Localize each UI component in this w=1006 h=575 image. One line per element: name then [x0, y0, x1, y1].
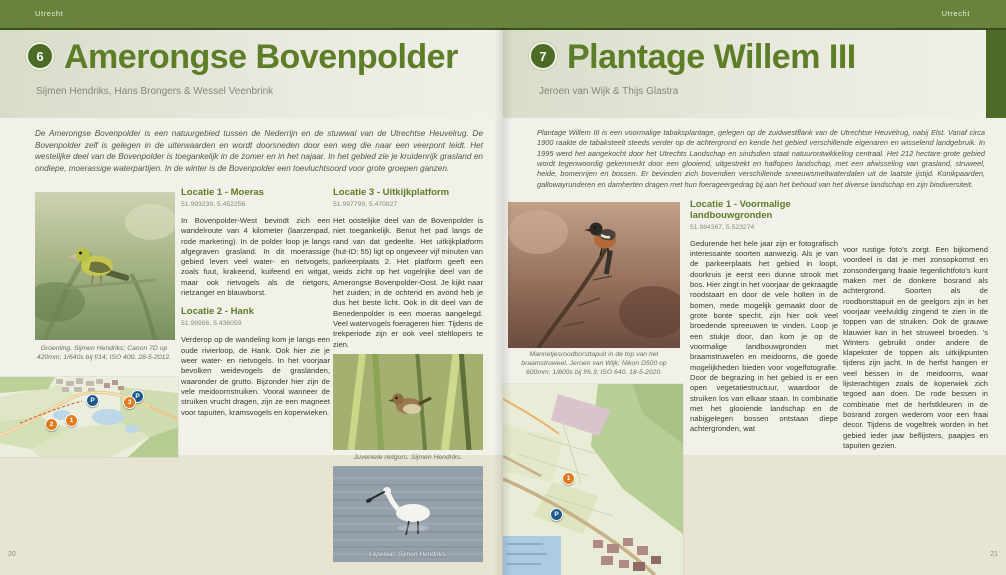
area-map-right: [503, 384, 683, 575]
location-body-continued: voor rustige foto's zorgt. Een bijkomend voordeel is dat je met zonsopkomst en zonsondergang fraaie tegenlichtfoto's kunt maken met de donkere bosrand als achtergrond. Soorten als de roodborsttapuit en de geelgors zijn in het voorjaar veelvuldig zingend te zien in de toppen van de struiken. Ook de grauwe klauwier kan in het struweel broeden. 's Winters gebruikt onder andere de klapekster de toppen als uitkijkpunten tijdens zijn jacht. In de herfst hangen er veel bessen in de meidoorns, waar lijsterachtigen zoals de koperwiek zich tegoed aan doen. De rode bessen in combinatie met de herfstkleuren in de bosrand zorgen wederom voor een fraai decor. Tijdens de vogeltrek worden in het gebied ieder jaar beflijsters, paapjes en tapuiten gezien.: [843, 245, 988, 450]
location-marker-3: 3: [123, 396, 136, 409]
parking-marker: P: [86, 394, 99, 407]
location-marker-1: 1: [562, 472, 575, 485]
photo-roodborsttapuit: [508, 202, 680, 348]
intro-paragraph-left: De Amerongse Bovenpolder is een natuurgebied tussen de Nederrijn en de stuwwal van de Utrechtse Heuvelrug. De Bovenpolder zelf is gelegen in de uiterwaarden en wordt doorsneden door een weg die naar een veerpont leidt. Het westelijke deel van de Bovenpolder is toegankelijk in de zomer en in het najaar. In het gebied zie je kruidenrijk grasland en ondiepe, moerassige waterpartijen. In de winter is de Bovenpolder een toevluchtsoord voor grote groepen ganzen.: [35, 129, 483, 173]
area-map-left: [0, 377, 178, 457]
caption-groenling: Groenling. Sijmen Hendriks; Canon 7D op 420mm; 1/640s bij f/14; ISO 400. 28-5-2012.: [36, 345, 172, 361]
province-label-left: Utrecht: [35, 9, 64, 18]
province-label-right: Utrecht: [941, 9, 970, 18]
title-band-left: [0, 30, 503, 118]
page-title-left: Amerongse Bovenpolder: [64, 38, 458, 76]
location-coordinates: 51.997799, 5.470827: [333, 200, 398, 208]
topo-map-right: [503, 384, 683, 575]
location-heading: Locatie 3 - Uitkijkplatform: [333, 188, 450, 198]
column-location-3: [333, 188, 483, 352]
location-body: In Bovenpolder-West bevindt zich een wandelroute van 4 kilometer (laarzenpad, rode markering). In de polder loop je langs afgegraven grasland. In dit moerassige gebied leven veel water- en rietvogels, zoals fuut, krakeend, kuifeend en witgat, maar ook rietvogels als de rietgors, rietzanger en blauwborst.: [181, 215, 330, 298]
location-body: Gedurende het hele jaar zijn er fotografisch interessante soorten aanwezig. Als je van de parkeerplaats het gebied in loopt, doorkruis je eerst een dunne strook met bos. Hier zingt in het voorjaar de gekraagde roodstaart en door de vele holten in de bomen, mede mogelijk gemaakt door de grote bonte specht, zijn hier ook veel broedende spreeuwen te vinden. Loop je een stukje door, dan kom je op de voormalige landbouwgronden met braamstruwelen en meidoorns, die goede mogelijkheden bieden voor vogelfotografie. Door de begrazing in het gebied is er een open vegetatiestructuur, waardoor de struiken los van elkaar staan. In combinatie met het glooiende landschap en de nabijgelegen bossen ontstaan diepe achtergronden, wat: [690, 238, 838, 434]
chapter-number: 7: [539, 48, 547, 64]
roodborsttapuit-illustration: [508, 202, 680, 348]
authors-left: Sijmen Hendriks, Hans Brongers & Wessel Veenbrink: [36, 86, 274, 97]
location-heading: Locatie 1 - Moeras: [181, 188, 264, 198]
caption-lepelaar-overlay: Lepelaar. Sijmen Hendriks.: [369, 551, 447, 558]
chapter-number: 6: [36, 48, 44, 64]
photo-rietgors: [333, 354, 483, 450]
parking-marker: P: [550, 508, 563, 521]
location-body: Verderop op de wandeling kom je langs een oude rivierloop, de Hank. Ook hier zie je weer water- en rietvogels. In het voorjaar bevolken weidevogels de graslanden, waaronder de grutto. Bijzonder hier zijn de vele meidoornstruiken. Vooral wanneer de struiken vrucht dragen, zijn ze een magneet voor tapuiten, kramsvogels en koperwieken.: [181, 335, 330, 417]
column-locations-1-2: [181, 188, 330, 454]
page-number-right: 21: [990, 551, 998, 558]
rietgors-illustration: [333, 354, 483, 450]
location-coordinates: 51.98986, 5.436059: [181, 320, 242, 328]
topo-map-left: [0, 377, 178, 457]
location-heading: Locatie 1 - Voormalige landbouwgronden: [690, 200, 791, 221]
location-marker-1: 1: [65, 414, 78, 427]
title-band-right: [503, 30, 1006, 118]
page-title-right: Plantage Willem III: [567, 38, 856, 76]
column-right-text-2: [843, 245, 988, 454]
caption-roodborsttapuit: Mannetjesroodborsttapuit in de top van het braamstruweel. Jeroen van Wijk; Nikon D500 op 600mm; 1/800s bij f/6.3; ISO 640. 18-5-2020.: [521, 351, 667, 376]
chapter-number-badge-left: [26, 42, 54, 70]
groenling-illustration: [35, 192, 175, 340]
location-body: Het oostelijke deel van de Bovenpolder is niet toegankelijk. Benut het pad langs de rand van dat gedeelte. Het uitkijkplatform (hut-ID: 55) ligt op ongeveer vijf minuten van parkeerplaats 2. Het platform geeft een weids zicht op het vogelrijke deel van de Amerongse Bovenpolder-Oost. Je kijkt naar het zuiden; in de ochtend en avond heb je dus het beste licht. Ook in dit deel van de Benedenpolder is een moeras aangelegd. Veel watervogels foerageren hier. Tijdens de trekperiode zijn er ook veel steltlopers te zien.: [333, 215, 483, 349]
intro-paragraph-right: Plantage Willem III is een voormalige tabaksplantage, gelegen op de zuidwestflank van de Utrechtse Heuvelrug, nabij Elst. Vanaf circa 1900 raakte de tabaksteelt steeds verder op de achtergrond en kende het gebied verschillende eigenaren en wisselend landgebruik. In 1995 werd het aangekocht door het Utrechts Landschap en sindsdien staat natuurontwikkeling centraal. Het 212 hectare grote gebied wordt tegenwoordig gekenmerkt door een glooiend, uitgestrekt en halfopen landschap, met een afwisseling van grasland, struweel, heide, bomenrijen en bossen. Er bevinden zich bovendien verschillende sneeuwsmeltwaterdalen uit de laatste ijstijd. Konikpaarden, gallowayrunderen en damherten dragen met hun foerageergedrag bij aan het behoud van het diverse landschap en zijn biodiversiteit.: [537, 128, 985, 189]
chapter-number-badge-right: [529, 42, 557, 70]
chapter-edge-tab: [986, 30, 1006, 118]
location-marker-2: 2: [45, 418, 58, 431]
authors-right: Jeroen van Wijk & Thijs Glastra: [539, 86, 679, 97]
location-coordinates: 51.993239, 5.452256: [181, 200, 246, 208]
location-coordinates: 51.984367, 5.523274: [690, 223, 755, 231]
caption-rietgors: Juveniele rietgors. Sijmen Hendriks.: [353, 454, 463, 461]
photo-lepelaar: [333, 466, 483, 562]
lepelaar-illustration: [333, 466, 483, 562]
column-right-text-1: [690, 200, 838, 454]
page-number-left: 20: [8, 551, 16, 558]
top-bar: [0, 0, 1006, 28]
location-heading: Locatie 2 - Hank: [181, 306, 254, 318]
photo-groenling: [35, 192, 175, 340]
parking-marker: P: [131, 390, 144, 403]
